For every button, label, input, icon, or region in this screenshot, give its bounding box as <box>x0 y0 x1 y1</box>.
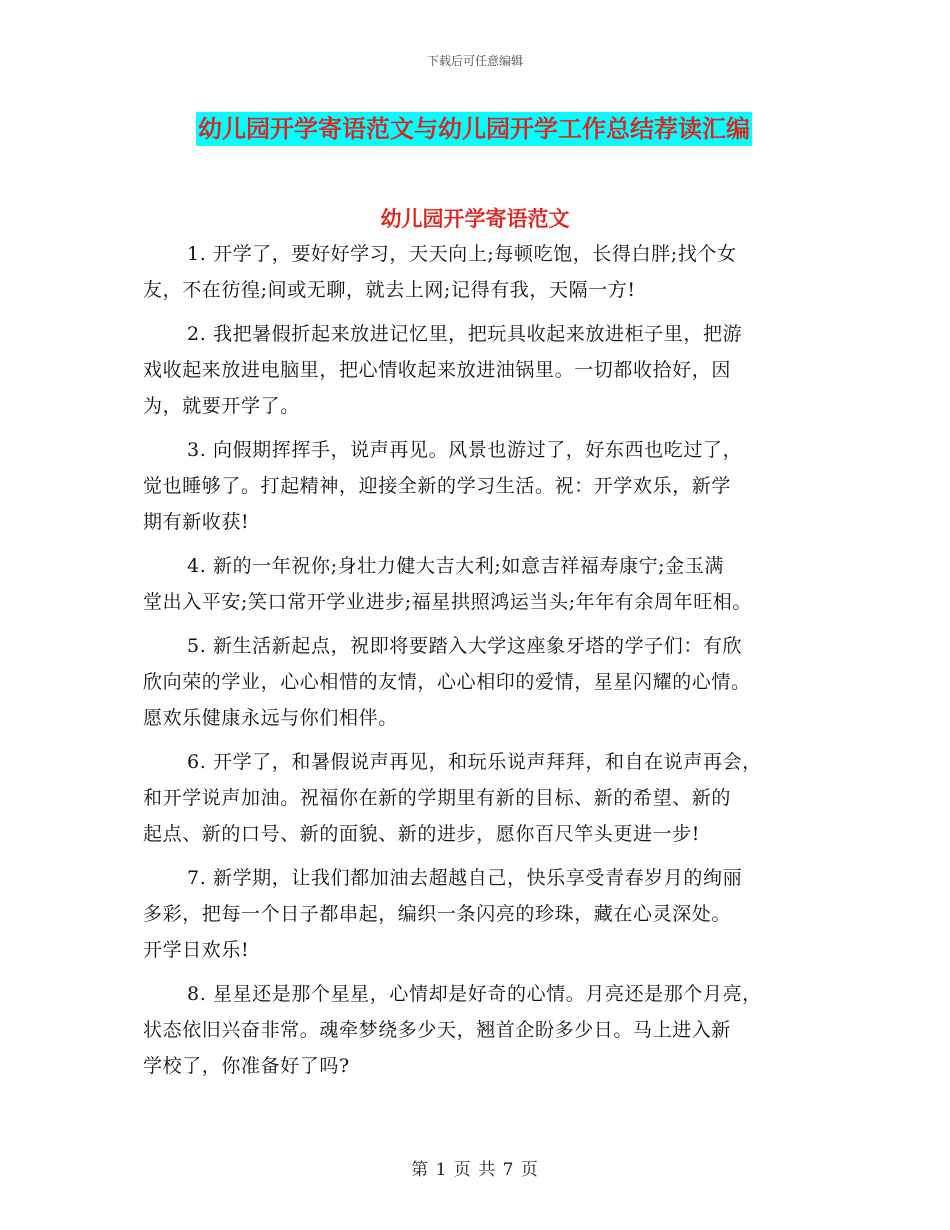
header-note: 下载后可任意编辑 <box>426 54 523 68</box>
paragraph-line: 5. 新生活新起点，祝即将要踏入大学这座象牙塔的学子们：有欣 <box>187 635 743 657</box>
paragraph-line: 期有新收获! <box>143 511 250 533</box>
paragraph-line: 学校了，你准备好了吗? <box>143 1055 350 1077</box>
paragraph-line: 友，不在彷徨;间或无聊，就去上网;记得有我，天隔一方! <box>143 279 636 301</box>
page-number: 第 1 页 共 7 页 <box>411 1160 539 1180</box>
section-title: 幼儿园开学寄语范文 <box>380 207 570 231</box>
paragraph-8 <box>143 979 823 1081</box>
paragraph-6 <box>143 747 823 849</box>
paragraph-line: 1. 开学了，要好好学习，天天向上;每顿吃饱，长得白胖;找个女 <box>187 243 737 265</box>
paragraph-line: 愿欢乐健康永远与你们相伴。 <box>143 707 398 729</box>
document-body <box>143 225 823 1081</box>
paragraph-line: 2. 我把暑假折起来放进记忆里，把玩具收起来放进柜子里，把游 <box>187 323 743 345</box>
paragraph-5 <box>143 631 823 733</box>
paragraph-line: 状态依旧兴奋非常。魂牵梦绕多少天，翘首企盼多少日。马上进入新 <box>143 1019 732 1041</box>
paragraph-line: 为，就要开学了。 <box>143 395 300 417</box>
paragraph-line: 开学日欢乐! <box>143 939 250 961</box>
paragraph-2 <box>143 319 823 421</box>
paragraph-1 <box>143 239 823 305</box>
paragraph-line: 觉也睡够了。打起精神，迎接全新的学习生活。祝：开学欢乐，新学 <box>143 475 732 497</box>
paragraph-line: 6. 开学了，和暑假说声再见，和玩乐说声拜拜，和自在说声再会， <box>187 751 762 773</box>
document-title: 幼儿园开学寄语范文与幼儿园开学工作总结荐读汇编 <box>196 112 752 146</box>
paragraph-line: 8. 星星还是那个星星，心情却是好奇的心情。月亮还是那个月亮， <box>187 983 762 1005</box>
paragraph-4 <box>143 551 823 617</box>
paragraph-line: 和开学说声加油。祝福你在新的学期里有新的目标、新的希望、新的 <box>143 787 732 809</box>
paragraph-7 <box>143 863 823 965</box>
paragraph-line: 7. 新学期，让我们都加油去超越自己，快乐享受青春岁月的绚丽 <box>187 867 743 889</box>
paragraph-line: 堂出入平安;笑口常开学业进步;福星拱照鸿运当头;年年有余周年旺相。 <box>143 591 753 613</box>
paragraph-line: 3. 向假期挥挥手，说声再见。风景也游过了，好东西也吃过了， <box>187 439 743 461</box>
paragraph-line: 欣向荣的学业，心心相惜的友情，心心相印的爱情，星星闪耀的心情。 <box>143 671 751 693</box>
paragraph-3 <box>143 435 823 537</box>
paragraph-line: 起点、新的口号、新的面貌、新的进步，愿你百尺竿头更进一步! <box>143 823 701 845</box>
paragraph-line: 4. 新的一年祝你;身壮力健大吉大利;如意吉祥福寿康宁;金玉满 <box>187 555 724 577</box>
paragraph-line: 戏收起来放进电脑里，把心情收起来放进油锅里。一切都收拾好，因 <box>143 359 732 381</box>
paragraph-line: 多彩，把每一个日子都串起，编织一条闪亮的珍珠，藏在心灵深处。 <box>143 903 732 925</box>
